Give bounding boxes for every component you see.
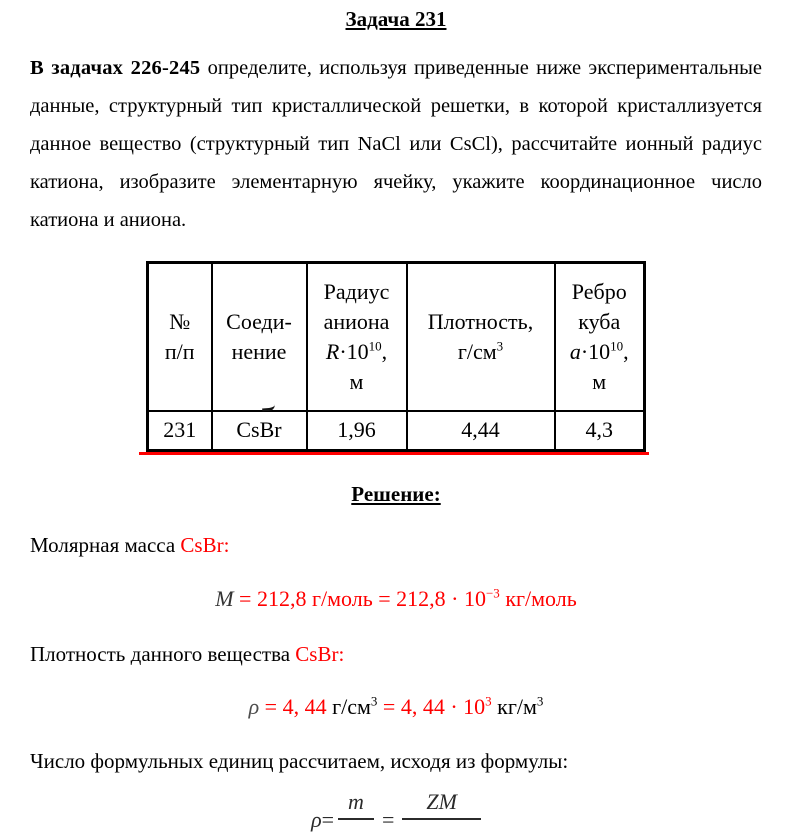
data-table-wrap [146,261,646,452]
header-edge-formula [560,337,640,367]
red-underline [139,452,649,455]
molar-mass-label: Молярная масса [30,533,181,557]
radius-mul: ·10 [339,338,369,364]
header-compound [212,263,307,411]
problem-title: Задача 231 [345,7,447,31]
density-unit-1-exp: 3 [370,693,378,709]
molar-mass-line [30,532,762,558]
edge-mul: ·10 [580,338,611,364]
solution-heading: Решение: [351,482,441,506]
header-edge-line2: куба [578,308,621,334]
fraction-m-denominator [338,820,374,833]
z-equals-1: = [321,807,335,832]
formula-units-line: Число формульных единиц рассчитаем, исходя из формулы: [30,749,569,773]
cell-num: 231 [148,411,212,451]
edge-symbol: a [569,338,581,364]
radius-exponent: 10 [368,338,382,354]
header-num [148,263,212,411]
header-density-line1: Плотность, [427,308,534,334]
molar-mass-value: = 212,8 г/моль = 212,8 · 10 [233,586,486,611]
cell-density: 4,44 [407,411,555,451]
header-edge [555,263,645,411]
density-unit-2-exp: 3 [536,693,544,709]
header-density [407,263,555,411]
density-unit-1: г/см [332,694,371,719]
density-value-2: = 4, 44 · 10 [377,694,486,719]
density-unit-base: г/см [457,338,497,364]
intro-text: определите, используя приведенные ниже экспериментальные данные, структурный тип кристаллической решетки, в которой кристаллизуется данное вещество (структурный тип NaCl или CsCl), рассчитайте ионный радиус катиона, изобразите элементарную ячейку, укажите координационное число катиона и аниона. [30,57,763,231]
formula-z-clipped [0,786,792,833]
header-compound-line1: Соеди- [226,308,292,334]
density-unit-exponent: 3 [496,338,504,354]
header-edge-unit: м [592,368,607,394]
molar-mass-units: кг/моль [499,586,577,611]
density-unit-2: кг/м [491,694,537,719]
fraction-zm [402,786,481,833]
table-data-row [148,411,645,451]
fraction-zm-denominator [402,820,481,833]
molar-mass-exponent: −3 [485,585,500,601]
header-num-line2: п/п [164,338,195,364]
edge-comma: , [623,338,629,364]
cell-radius: 1,96 [307,411,407,451]
header-compound-line2: нение [231,338,287,364]
header-edge-line1: Ребро [571,278,627,304]
table-header-row [148,263,645,411]
formula-density [0,693,792,720]
density-value-1: = 4, 44 [259,694,333,719]
header-density-unit [412,337,550,367]
header-radius-line2: аниона [323,308,390,334]
cell-edge: 4,3 [555,411,645,451]
header-num-line1: № [169,308,191,334]
fraction-m [338,786,374,833]
density-value-2-exp: 3 [485,693,492,709]
rho-symbol: ρ [248,694,260,719]
fraction-m-numerator: m [338,786,374,820]
edge-exponent: 10 [610,338,624,354]
header-radius-line1: Радиус [323,278,390,304]
molar-mass-compound: CsBr: [180,533,230,557]
intro-bold-range: В задачах 226-245 [30,57,201,79]
intro-paragraph [30,49,762,239]
header-radius-unit: м [349,368,364,394]
z-formula-lead [311,807,334,833]
density-compound: CsBr: [295,642,345,666]
density-label: Плотность данного вещества [30,642,296,666]
header-radius-formula [312,337,402,367]
z-equals-2: = [381,807,395,832]
density-line [30,641,762,667]
molar-mass-symbol: M [215,586,234,611]
z-rho-symbol: ρ [311,807,322,832]
formula-molar-mass [0,585,792,612]
fraction-zm-numerator: ZM [402,786,481,820]
data-table [146,261,646,452]
radius-symbol: R [325,338,340,364]
cell-compound: CsBr [212,411,307,451]
radius-comma: , [381,338,388,364]
header-radius [307,263,407,411]
